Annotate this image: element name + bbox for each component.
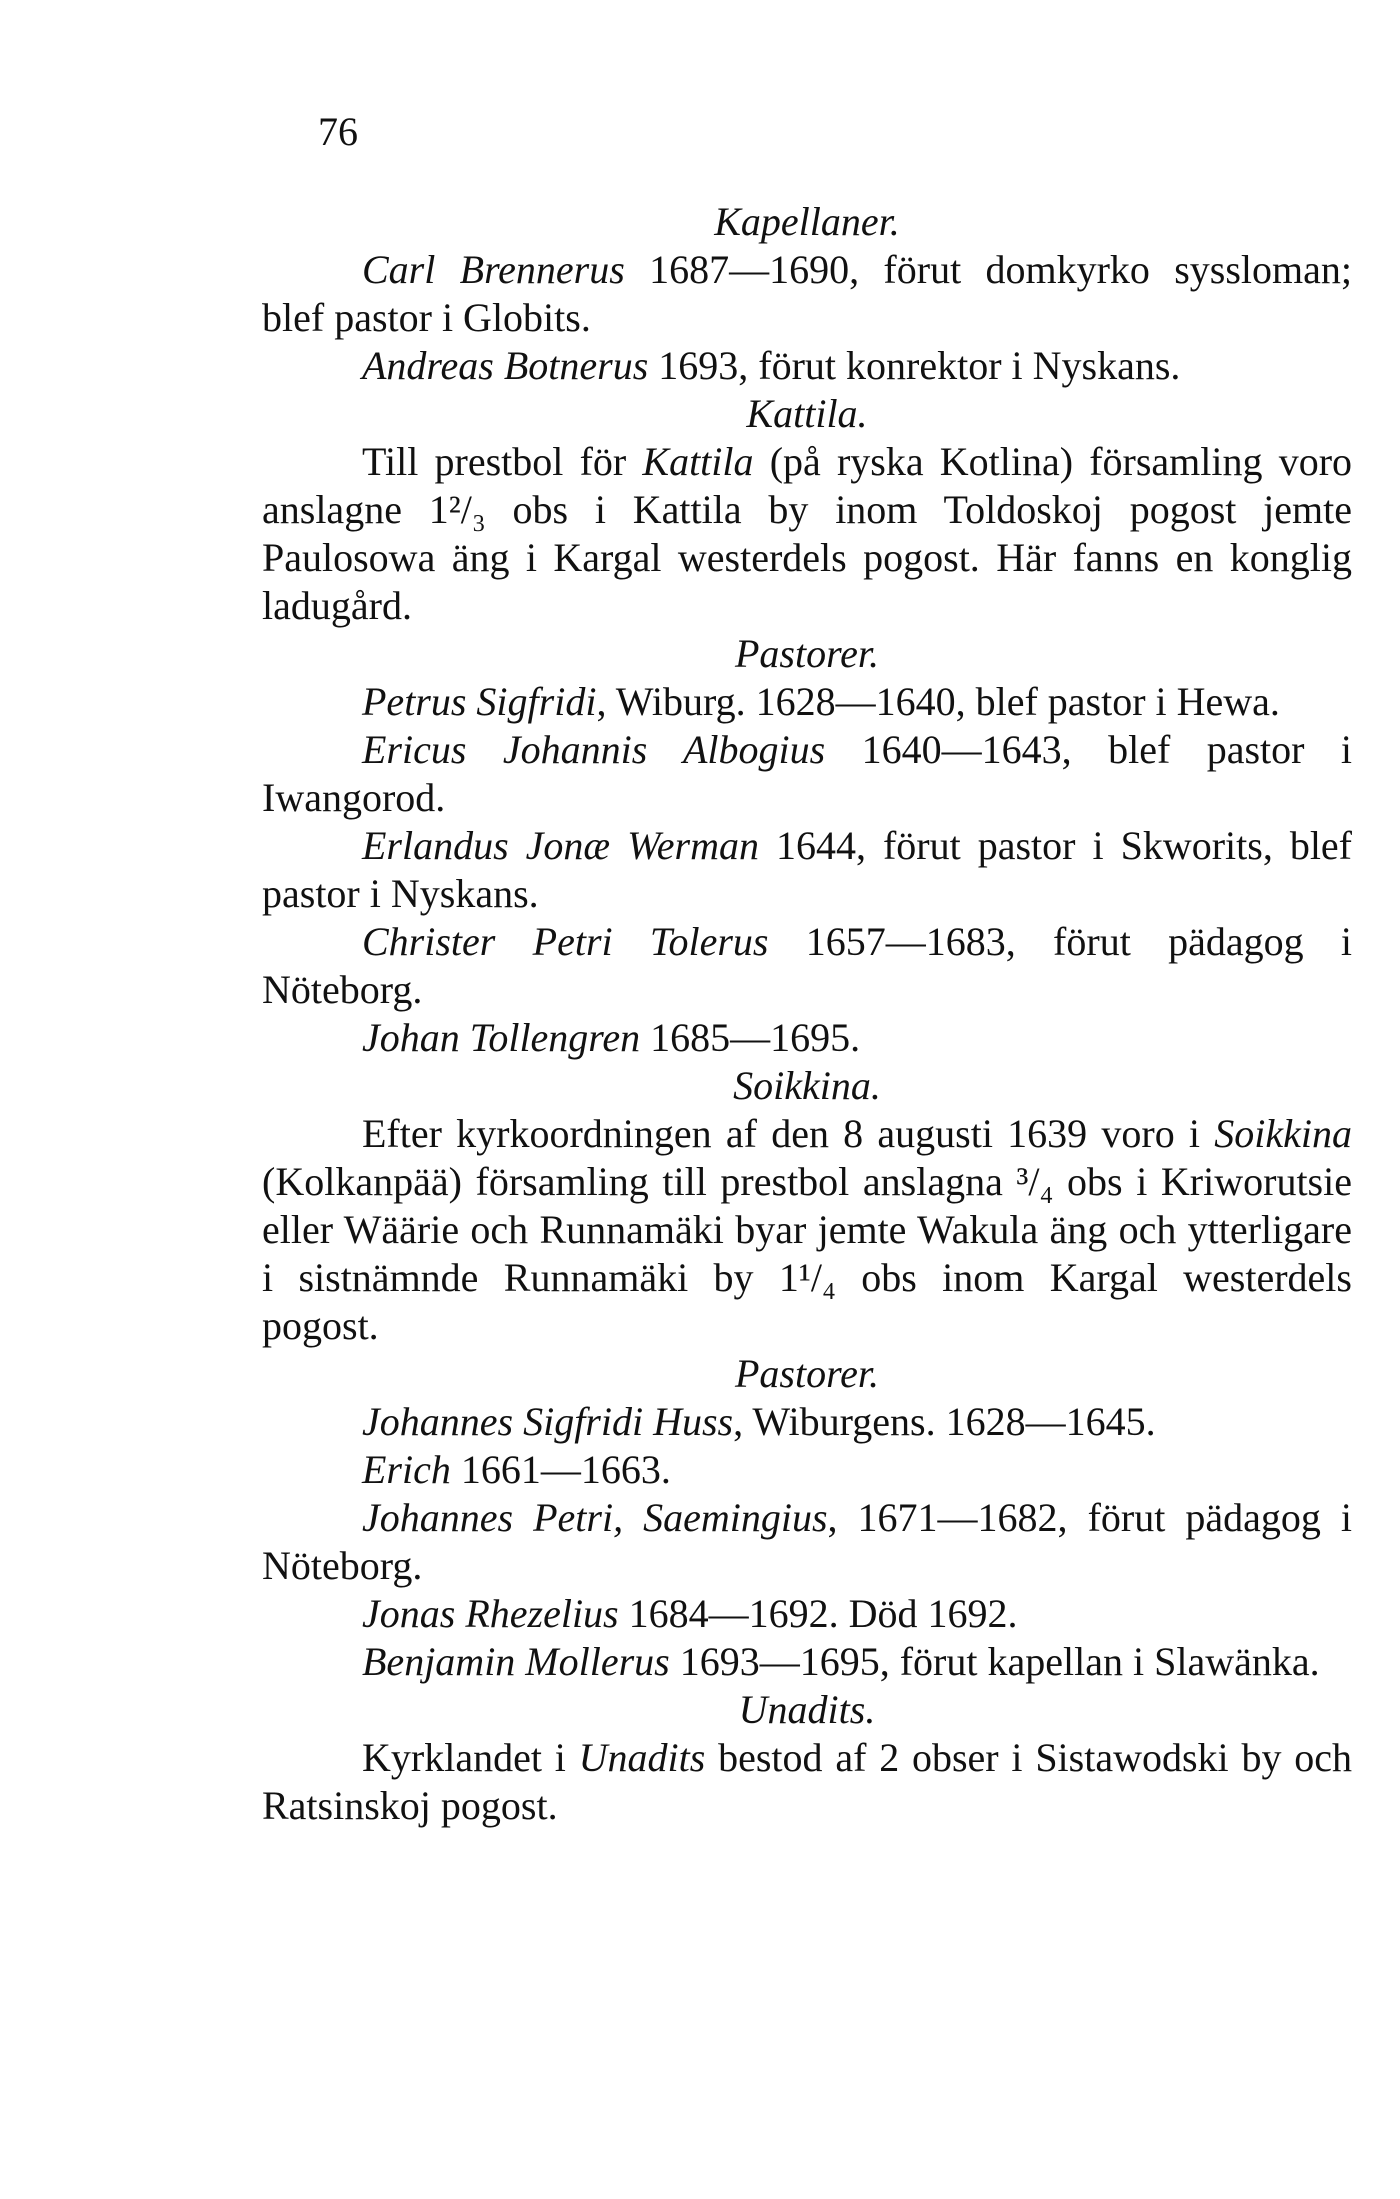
page-body — [262, 198, 1352, 1830]
paragraph-text: Kyrklandet i — [362, 1735, 579, 1780]
entry-rhezelius — [262, 1590, 1352, 1638]
entry-text: , 1671—1682, förut pädagog i Nöteborg. — [262, 1495, 1352, 1588]
paragraph-text: (på ryska Kotlina) församling voro anslagne 1²/₃ obs i Kattila by inom Toldoskoj pogost jemte Paulosowa äng i Kargal westerdels pogost. Här fanns en konglig ladugård. — [262, 439, 1353, 628]
entry-name: Carl Brennerus — [362, 247, 625, 292]
entry-tollengren — [262, 1014, 1352, 1062]
paragraph-text: Efter kyrkoordningen af den 8 augusti 1639 voro i — [362, 1111, 1215, 1156]
entry-name: Christer Petri Tolerus — [362, 919, 769, 964]
paragraph-soikkina — [262, 1110, 1352, 1350]
entry-name: Ericus Johannis Albogius — [362, 727, 826, 772]
entry-text: 1693, förut konrektor i Nyskans. — [648, 343, 1181, 388]
paragraph-text: Till prestbol för — [362, 439, 643, 484]
entry-erich — [262, 1446, 1352, 1494]
paragraph-emphasis: Soikkina — [1214, 1111, 1352, 1156]
entry-text: , Wiburgens. 1628—1645. — [733, 1399, 1156, 1444]
paragraph-text: (Kolkanpää) församling till prestbol anslagna ³/₄ obs i Kriworutsie eller Wäärie och Runnamäki byar jemte Wakula äng och ytterligare i sistnämnde Runnamäki by 1¹/₄ obs inom Kargal westerdels pogost. — [262, 1159, 1352, 1348]
entry-sigfridi — [262, 678, 1352, 726]
entry-name: Benjamin Mollerus — [362, 1639, 670, 1684]
section-heading-unadits: Unadits. — [738, 1687, 876, 1732]
entry-text: 1685—1695. — [640, 1015, 861, 1060]
entry-albogius — [262, 726, 1352, 822]
entry-mollerus — [262, 1638, 1352, 1686]
paragraph-emphasis: Unadits — [578, 1735, 706, 1780]
entry-werman — [262, 822, 1352, 918]
section-heading-kapellaner: Kapellaner. — [714, 199, 900, 244]
entry-text: 1693—1695, förut kapellan i Slawänka. — [669, 1639, 1320, 1684]
entry-text: 1687—1690, förut domkyrko syssloman; blef pastor i Globits. — [262, 247, 1353, 340]
entry-tolerus — [262, 918, 1352, 1014]
entry-text: 1640—1643, blef pastor i Iwangorod. — [262, 727, 1352, 820]
entry-saemingius — [262, 1494, 1352, 1590]
entry-name: Petrus Sigfridi — [362, 679, 597, 724]
entry-huss — [262, 1398, 1352, 1446]
entry-botnerus — [262, 342, 1352, 390]
entry-text: 1644, förut pastor i Skworits, blef pastor i Nyskans. — [262, 823, 1352, 916]
section-heading-kattila: Kattila. — [746, 391, 868, 436]
subheading-pastorer-kattila: Pastorer. — [734, 631, 880, 676]
subheading-pastorer-soikkina: Pastorer. — [734, 1351, 880, 1396]
section-heading-soikkina: Soikkina. — [733, 1063, 881, 1108]
entry-brennerus — [262, 246, 1352, 342]
entry-name: Jonas Rhezelius — [362, 1591, 619, 1636]
entry-text: 1661—1663. — [450, 1447, 671, 1492]
entry-name: Johan Tollengren — [362, 1015, 641, 1060]
paragraph-kattila — [262, 438, 1352, 630]
paragraph-text: bestod af 2 obser i Sistawodski by och Ratsinskoj pogost. — [262, 1735, 1353, 1828]
paragraph-unadits — [262, 1734, 1352, 1830]
entry-name: Johannes Petri, Saemingius — [362, 1495, 828, 1540]
entry-name: Erich — [362, 1447, 451, 1492]
entry-text: 1684—1692. Död 1692. — [618, 1591, 1018, 1636]
entry-text: , Wiburg. 1628—1640, blef pastor i Hewa. — [596, 679, 1280, 724]
entry-name: Andreas Botnerus — [362, 343, 649, 388]
entry-text: 1657—1683, förut pädagog i Nöteborg. — [262, 919, 1352, 1012]
entry-name: Johannes Sigfridi Huss — [362, 1399, 734, 1444]
entry-name: Erlandus Jonæ Werman — [362, 823, 759, 868]
page-number: 76 — [318, 109, 358, 154]
paragraph-emphasis: Kattila — [642, 439, 754, 484]
